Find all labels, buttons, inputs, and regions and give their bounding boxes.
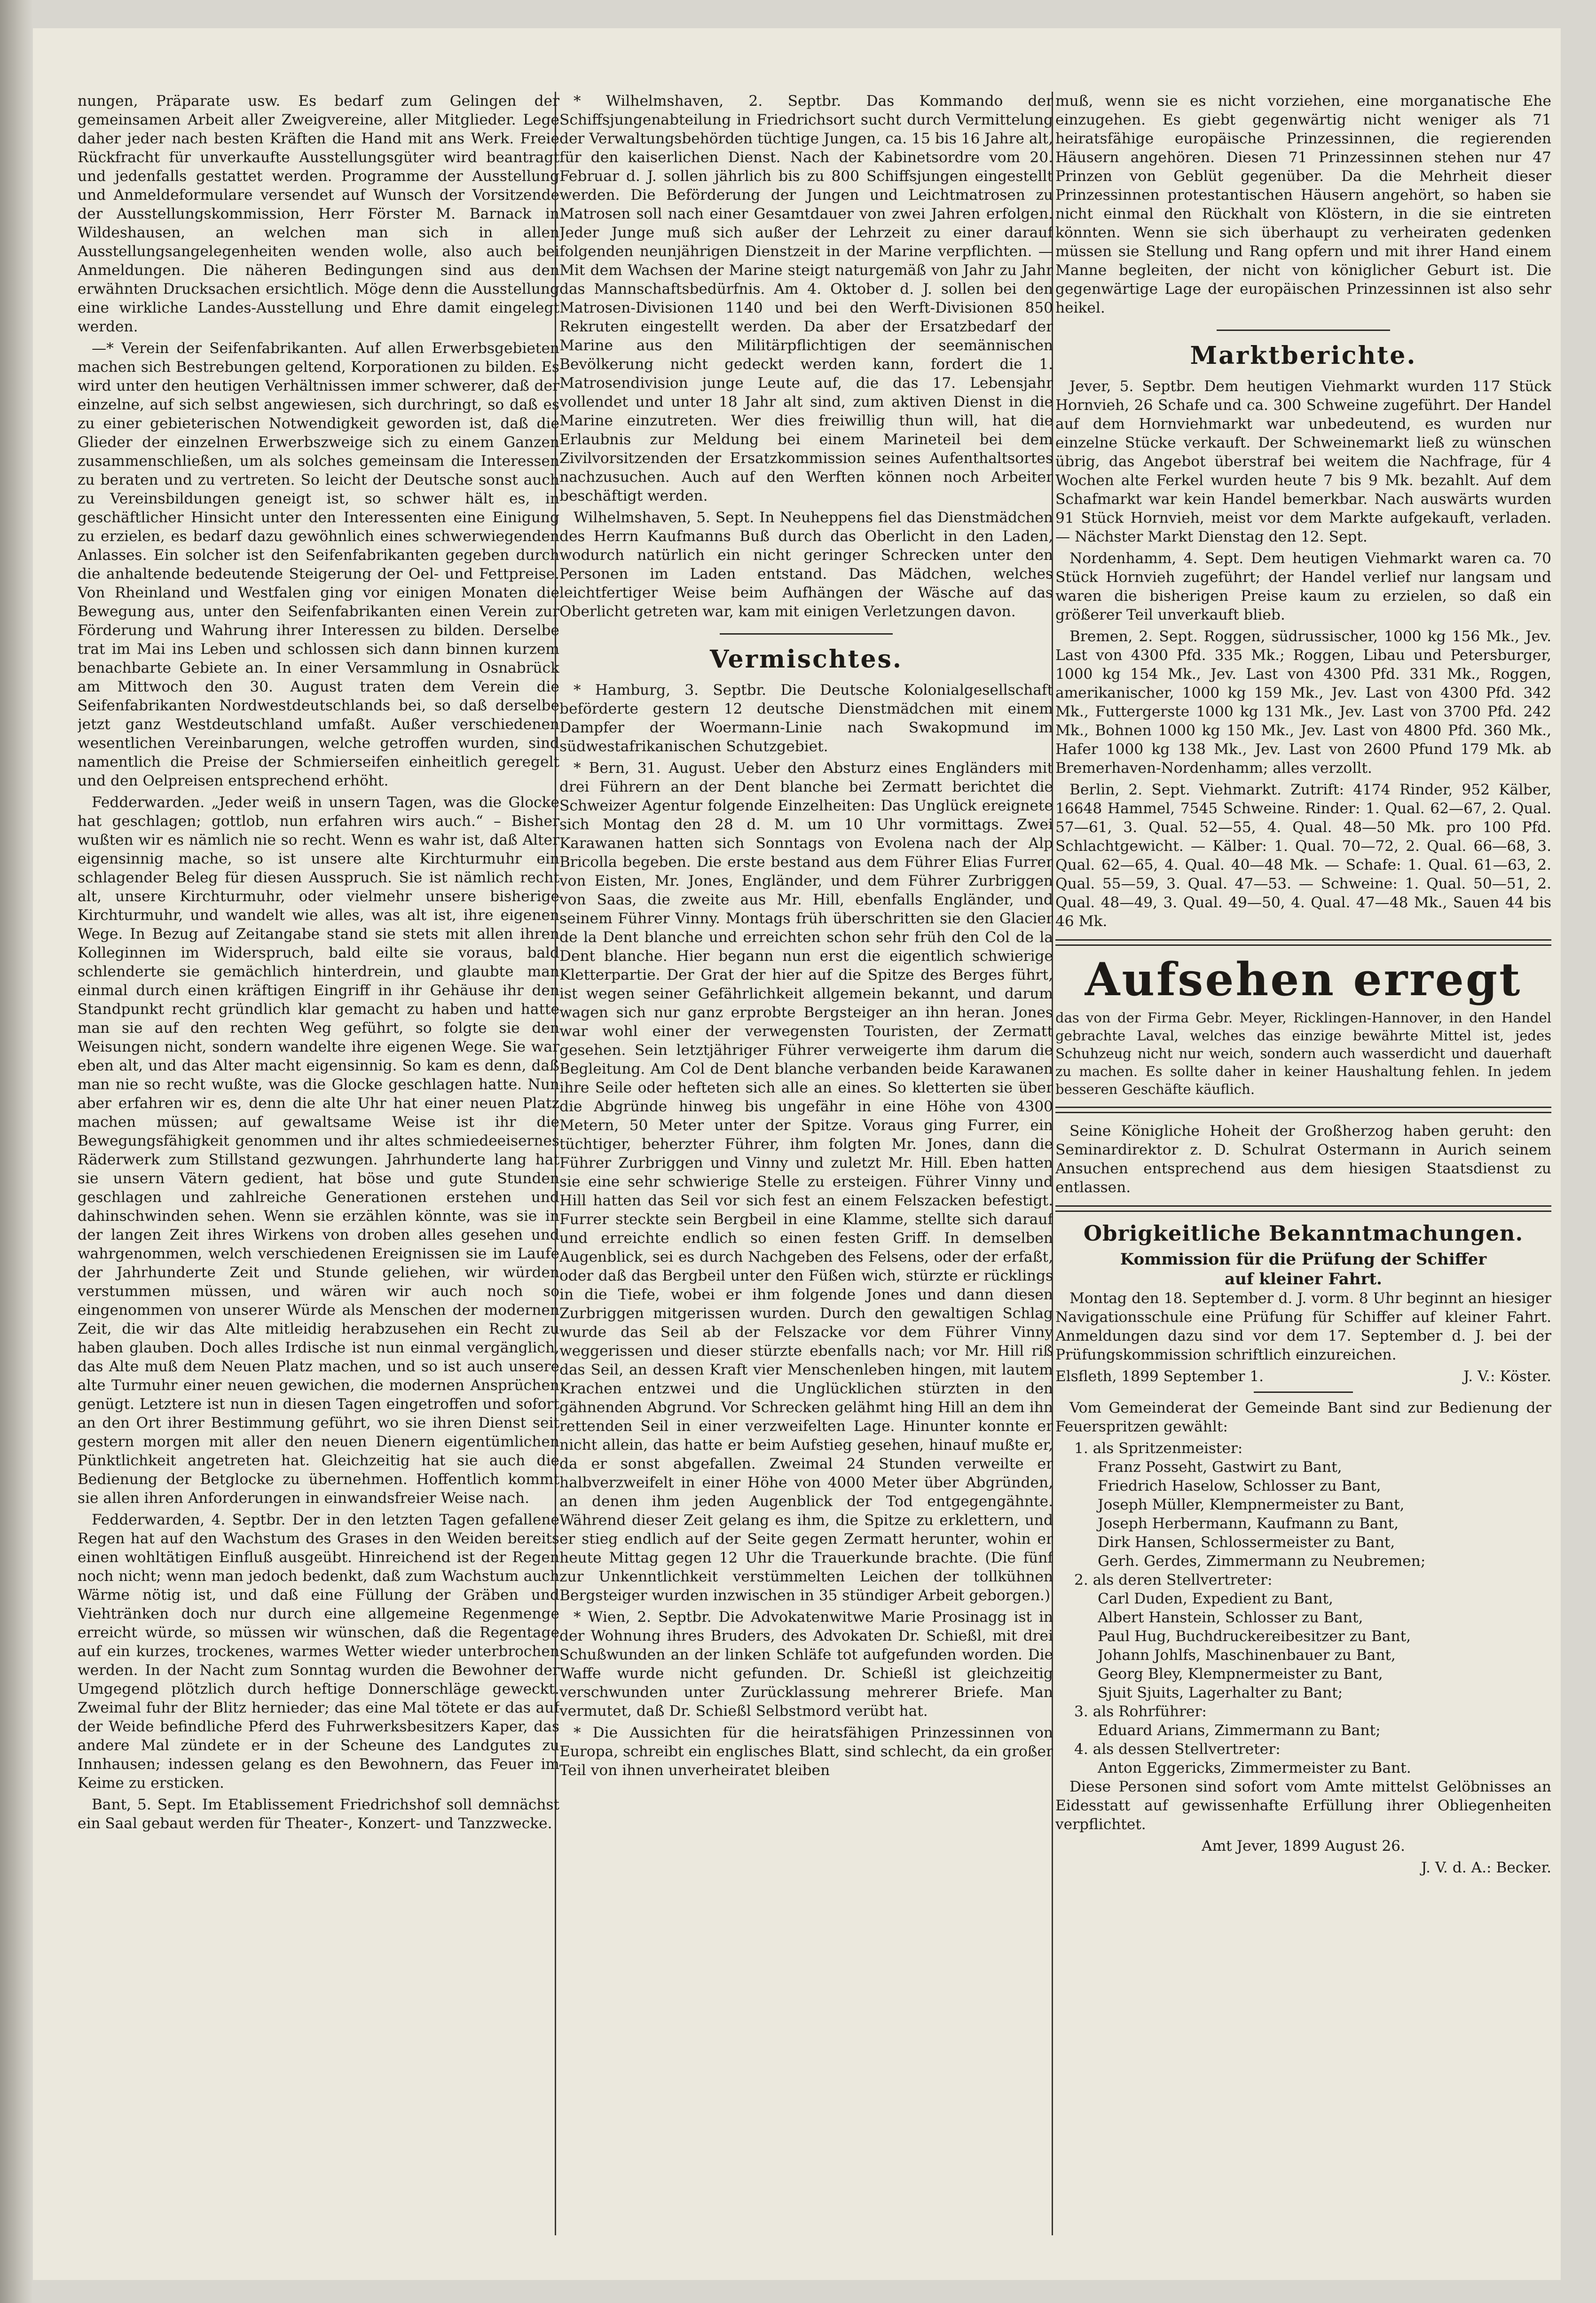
market-report-bremen: Bremen, 2. Sept. Roggen, südrussischer, 1000 kg 156 Mk., Jev. Last von 4300 Pfd. 335 Mk.; Roggen, Libau und Petersburger, 1000 kg 154 Mk., Jev. Last von 4300 Pfd. 331 Mk., Roggen, amerikanischer, 1000 kg 159 Mk., Jev. Last von 4300 Pfd. 342 Mk., Futtergerste 1000 kg 131 Mk., Jev. Last von 3700 Pfd. 242 Mk., Bohnen 1000 kg 150 Mk., Jev. Last von 4800 Pfd. 360 Mk., Hafer 1000 kg 138 Mk., Jev. Last von 2600 Pfund 179 Mk. ab Bremerhaven-Nordenhamm; alles verzollt. xyxy=(1055,628,1551,777)
princesses-item-continued: muß, wenn sie es nicht vorziehen, eine morganatische Ehe einzugehen. Es giebt gegenwärtig nicht weniger als 71 heiratsfähige europäische Prinzessinnen, die regierenden Häusern angehören. Diesen 71 Prinzessinnen stehen nur 47 Prinzen von Geblüt gegenüber. Da die Mehrheit dieser Prinzessinnen protestantischen Häusern angehört, so haben sie nicht einmal den Rückhalt von Klöstern, in die sie eintreten könnten. Wenn sie sich überhaupt zu verheiraten gedenken müssen sie Stellung und Rang opfern und mit ihrer Hand einem Manne begleiten, der nicht von königlicher Geburt ist. Die gegenwärtige Lage der europäischen Prinzessinnen ist also sehr heikel. xyxy=(1055,93,1551,316)
church-clock-article: Fedderwarden. „Jeder weiß in unsern Tagen, was die Glocke hat geschlagen; gottlob, nun erfahren wirs auch.“ – Bisher wußten wir es nämlich nie so recht. Wenn es wahr ist, daß Alter eigensinnig mache, so ist unsere alte Kirchturmuhr ein schlagender Beleg für diesen Ausspruch. Sie ist nämlich recht alt, unsere Kirchturmuhr, oder vielmehr unsere bisherige Kirchturmuhr, und wandelt wie alles, was alt ist, ihre eigenen Wege. In Bezug auf Zeitangabe stand sie stets mit allen ihren Kolleginnen im Widerspruch, bald eilte sie voraus, bald schlenderte sie gemächlich hinterdrein, und glaubte man einmal durch einen kräftigen Eingriff in ihr Gehäuse ihr den Standpunkt recht gründlich klar gemacht zu haben und hatte man sie auf den rechten Weg geführt, so folgte sie den Weisungen nicht, sondern wandelte ihre eigenen Wege. Sie war eben alt, und das Alter macht eigensinnig. So kam es denn, daß man nie so recht wußte, was die Glocke geschlagen hatte. Nun aber erfahren wir es, denn die alte Uhr hat einer neuen Platz machen müssen; auf gewaltsame Weise ist ihr die Bewegungsfähigkeit genommen und ihr altes schmiedeeisernes Räderwerk zum Stillstand gezwungen. Jahrhunderte lang hat sie unsern Vätern gedient, hat böse und gute Stunden geschlagen und zahlreiche Generationen erstehen und dahinschwinden sehen. Wenn sie erzählen könnte, was sie in der langen Zeit ihres Wirkens von droben alles gesehen und wahrgenommen, welch verschiedenen Ereignissen sie im Laufe der Jahrhunderte Zeit und Stunde geliehen, wir würden verstummen müssen, und wären wir auch noch so eingenommen von unserer Würde als Menschen der modernen Zeit, die wir das Alte mitleidig herabzusehen ein Recht zu haben glauben. Doch alles Irdische ist nun einmal vergänglich, das Alte muß dem Neuen Platz machen, und so ist auch unsere alte Turmuhr einer neuen gewichen, die modernen Ansprüchen genügt. Letztere ist nun in diesen Tagen eingetroffen und sofort an den Ort ihrer Bestimmung geführt, wo sie ihren Dienst seit gestern morgen mit aller den neuen Dienern eigentümlichen Pünktlichkeit angetreten hat. Gleichzeitig hat sie auch die Bedienung der Betglocke zu übernehmen. Hoffentlich kommt sie allen ihren Anforderungen in einwandsfreier Weise nach. xyxy=(78,794,559,1507)
commission-title-line1: Kommission für die Prüfung der Schiffer xyxy=(1120,1250,1487,1269)
column-1 xyxy=(78,92,559,2235)
exhibition-article-end: nungen, Präparate usw. Es bedarf zum Gelingen der gemeinsamen Arbeit aller Zweigvereine, aller Mitglieder. Lege daher jeder nach besten Kräften die Hand mit ans Werk. Freie Rückfracht für unverkaufte Ausstellungsgüter wird beantragt und jedenfalls gestattet werden. Programme der Ausstellung und Anmeldeformulare versendet auf Wunsch der Vorsitzende der Ausstellungskommission, Herr Förster M. Barnack in Wildeshausen, an welchen man sich in allen Ausstellungsangelegenheiten wenden wolle, also auch bei Anmeldungen. Die näheren Bedingungen sind aus den erwähnten Drucksachen ersichtlich. Möge denn die Ausstellung eine wirkliche Landes-Ausstellung und Ehre damit eingelegt werden. xyxy=(78,93,559,335)
rain-article: Fedderwarden, 4. Septbr. Der in den letzten Tagen gefallene Regen hat auf den Wachstum des Grases in den Weiden bereits einen wohltätigen Einfluß ausgeübt. Hinreichend ist der Regen noch nicht; wenn man jedoch bedenkt, daß zum Wachstum auch Wärme nötig ist, und daß eine Füllung der Gräben und Viehtränken doch nur durch eine allgemeine Regenmenge erreicht würde, so müssen wir wünschen, daß die Regentage auf ein kurzes, trockenes, warmes Wetter wieder unterbrochen werden. In der Nacht zum Sonntag wurden die Bewohner der Umgegend plötzlich durch heftige Donnerschläge geweckt. Zweimal fuhr der Blitz hernieder; das eine Mal tötete er das auf der Weide befindliche Pferd des Fuhrwerksbesitzers Kaper, das andere Mal zündete er in der Scheune des Landgutes zu Innhausen; indessen gelang es den Bewohnern, das Feuer im Keime zu ersticken. xyxy=(78,1511,559,1792)
official-notices-heading: Obrigkeitliche Bekanntmachungen. xyxy=(1083,1221,1524,1246)
bern-item: * Bern, 31. August. Ueber den Absturz eines Engländers mit drei Führern an der Dent blanche bei Zermatt berichtet die Schweizer Agentur folgende Einzelheiten: Das Unglück ereignete sich Montag den 28 d. M. um 10 Uhr vormittags. Zwei Karawanen hatten sich Sonntags von Evolena nach der Alp Bricolla begeben. Die erste bestand aus dem Führer Elias Furrer von Eisten, Mr. Jones, Engländer, und dem Führer Zurbriggen von Saas, die zweite aus Mr. Hill, ebenfalls Engländer, und seinem Führer Vinny. Montags früh überschritten sie den Glacier de la Dent blanche und erreichten schon sehr früh den Col de la Dent blanche. Hier begann nun erst die eigentlich schwierige Kletterpartie. Der Grat der hier auf die Spitze des Berges führt, ist wegen seiner Gefährlichkeit allgemein bekannt, und darum wagen sich nur ganz erprobte Bergsteiger an ihn heran. Jones war wohl einer der verwegensten Touristen, der Zermatt gesehen. Sein letztjähriger Führer verweigerte ihm darum die Begleitung. Am Col de Dent blanche verbanden beide Karawanen ihre Seile oder hefteten sich alle an eines. So kletterten sie über die Abgründe hinweg bis ungefähr in eine Höhe von 4300 Metern, 50 Meter unter der Spitze. Voraus ging Furrer, ein tüchtiger, beherzter Führer, ihm folgten Mr. Jones, dann die Führer Zurbriggen und Vinny und zuletzt Mr. Hill. Eben hatten sie eine sehr schwierige Stelle zu ersteigen. Führer Vinny und Hill hatten das Seil vor sich fest an einem Felszacken befestigt. Furrer steckte sein Bergbeil in eine Klamme, stellte sich darauf und erreichte endlich so einen festen Griff. In demselben Augenblick, sei es durch Nachgeben des Felsens, oder der erfaßt, oder daß das Bergbeil unter den Füßen wich, stürzte er rücklings in die Tiefe, wobei er ihm folgende Jones und dann diesen Zurbriggen mitgerissen wurden. Durch den gewaltigen Schlag wurde das Seil ab der Felszacke vor dem Führer Vinny weggerissen und dieser stürzte ebenfalls nach; vor Mr. Hill riß das Seil, an dessen Kraft vier Menschenleben hingen, mit lautem Krachen entzwei und die Unglücklichen stürzten in den gähnenden Abgrund. Vor Schrecken gelähmt hing Hill an dem ihn rettenden Seil in einer verzweifelten Lage. Hinunter konnte er nicht allein, das hatte er beim Aufstieg gesehen, hinauf mußte er, da er sonst abgefallen. Zweimal 24 Stunden verweilte er halbverzweifelt in einer Höhe von 4000 Meter über Abgründen, an denen ihm jeden Augenblick der Tod entgegengähnte. Während dieser Zeit gelang es ihm, die Spitze zu erklettern, und er stieg endlich auf der Seite gegen Zermatt herunter, wohin er heute Mittag gegen 12 Uhr die Trauerkunde brachte. (Die fünf zur Unkenntlichkeit verstümmelten Leichen der tollkühnen Bergsteiger wurden inzwischen in 35 stündiger Arbeit geborgen.) xyxy=(559,760,1053,1604)
list-item: 1. als Spritzenmeister: xyxy=(1074,1440,1243,1457)
advert-text: das von der Firma Gebr. Meyer, Ricklingen-Hannover, in den Handel gebrachte Laval, welches das einzige bewährte Mittel ist, jedes Schuhzeug nicht nur weich, sondern auch wasserdicht und dauerhaft zu machen. Es sollte daher in keiner Haushaltung fehlen. In jedem besseren Geschäfte käuflich. xyxy=(1055,1010,1551,1097)
list-item: Friedrich Haselow, Schlosser zu Bant, xyxy=(1098,1478,1381,1494)
market-report-berlin: Berlin, 2. Sept. Viehmarkt. Zutrift: 4174 Rinder, 952 Kälber, 16648 Hammel, 7545 Schweine. Rinder: 1. Qual. 62—67, 2. Qual. 57—61, 3. Qual. 52—55, 4. Qual. 48—50 Mk. pro 100 Pfd. Schlachtgewicht. — Kälber: 1. Qual. 70—72, 2. Qual. 66—68, 3. Qual. 62—65, 4. Qual. 40—48 Mk. — Schafe: 1. Qual. 61—63, 2. Qual. 55—59, 3. Qual. 47—53. — Schweine: 1. Qual. 50—51, 2. Qual. 48—49, 3. Qual. 49—50, 4. Qual. 47—48 Mk., Sauen 44 bis 46 Mk. xyxy=(1055,781,1551,930)
column-2 xyxy=(559,92,1053,2235)
list-item: Joseph Müller, Klempnermeister zu Bant, xyxy=(1098,1496,1405,1513)
list-item: Joseph Herbermann, Kaufmann zu Bant, xyxy=(1098,1515,1399,1532)
soap-makers-article: —* Verein der Seifenfabrikanten. Auf allen Erwerbsgebieten machen sich Bestrebungen geltend, Korporationen zu bilden. Es wird unter den heutigen Verhältnissen immer schwerer, daß der einzelne, auf sich selbst angewiesen, sich durchringt, so daß es zu einer gebieterischen Notwendigkeit geworden ist, daß die Glieder der einzelnen Erwerbszweige sich zu einem Ganzen zusammenschließen, um als solches gemeinsam die Interessen zu beraten und zu vertreten. So leicht der Deutsche sonst auch zu Vereinsbildungen geneigt ist, so schwer hält es, in geschäftlicher Hinsicht unter den Interessenten eine Einigung zu erzielen, es bedarf dazu gewöhnlich eines schwerwiegenden Anlasses. Ein solcher ist den Seifenfabrikanten gegeben durch die anhaltende bedeutende Steigerung der Oel- und Fettpreise. Von Rheinland und Westfalen ging vor einigen Monaten die Bewegung aus, unter den Seifenfabrikanten einen Verein zur Förderung und Wahrung ihrer Interessen zu bilden. Derselbe trat im Mai ins Leben und schlossen sich dann binnen kurzem benachbarte Gebiete an. In einer Versammlung in Osnabrück am Mittwoch den 30. August traten dem Verein die Seifenfabrikanten Nordwestdeutschlands bei, so daß derselbe jetzt ganz Westdeutschland umfaßt. Außer verschiedenen wesentlichen Vereinbarungen, welche getroffen wurden, sind namentlich die Preise der Schmierseifen einheitlich geregelt und den Oelpreisen entsprechend erhöht. xyxy=(78,340,559,789)
column-3 xyxy=(1055,92,1551,2235)
commission-title-line2: auf kleiner Fahrt. xyxy=(1225,1270,1382,1289)
list-item: Carl Duden, Expedient zu Bant, xyxy=(1098,1590,1333,1607)
fire-brigade-date: Amt Jever, 1899 August 26. xyxy=(1202,1838,1405,1855)
commission-signer: J. V.: Köster. xyxy=(1463,1368,1551,1385)
list-item: Gerh. Gerdes, Zimmermann zu Neubremen; xyxy=(1098,1553,1426,1570)
princesses-item: * Die Aussichten für die heiratsfähigen Prinzessinnen von Europa, schreibt ein englisches Blatt, sind schlecht, da ein großer Teil von ihnen unverheiratet bleiben xyxy=(559,1724,1053,1779)
list-item: Sjuit Sjuits, Lagerhalter zu Bant; xyxy=(1098,1684,1343,1701)
navy-recruits-article: * Wilhelmshaven, 2. Septbr. Das Kommando der Schiffsjungenabteilung in Friedrichsort sucht durch Vermittelung der Verwaltungsbehörden tüchtige Jungen, ca. 15 bis 16 Jahre alt, für den kaiserlichen Dienst. Nach der Kabinetsordre vom 20. Februar d. J. sollen jährlich bis zu 800 Schiffsjungen eingestellt werden. Die Beförderung der Jungen und Leichtmatrosen zu Matrosen soll nach einer Gesamtdauer von zwei Jahren erfolgen. Jeder Junge muß sich außer der Lehrzeit zu einer darauf folgenden neunjährigen Dienstzeit in der Marine verpflichten. — Mit dem Wachsen der Marine steigt naturgemäß von Jahr zu Jahr das Mannschaftsbedürfnis. Am 4. Oktober d. J. sollen bei den Matrosen-Divisionen 1140 und bei den Werft-Divisionen 850 Rekruten eingestellt werden. Da aber der Ersatzbedarf der Marine aus den Militärpflichtigen der seemännischen Bevölkerung nicht gedeckt werden kann, fordert die 1. Matrosendivision junge Leute auf, die das 17. Lebensjahr vollendet und unter 18 Jahr alt sind, zum aktiven Dienst in die Marine einzutreten. Wer dies freiwillig thun will, hat die Erlaubnis zur Meldung bei einem Marineteil bei dem Zivilvorsitzenden der Ersatzkommission seines Aufenthaltsortes nachzusuchen. Auch auf den Werften können noch Arbeiter beschäftigt werden. xyxy=(559,93,1053,504)
commission-place-date: Elsfleth, 1899 September 1. xyxy=(1055,1368,1264,1385)
marktberichte-title: Marktberichte. xyxy=(1190,341,1417,370)
page-edge-shadow xyxy=(0,0,33,2303)
list-item: Paul Hug, Buchdruckereibesitzer zu Bant, xyxy=(1098,1628,1411,1645)
list-item: Albert Hanstein, Schlosser zu Bant, xyxy=(1098,1609,1363,1626)
vermischtes-title: Vermischtes. xyxy=(709,645,903,674)
advert-border xyxy=(1055,1107,1551,1113)
bant-hall-article: Bant, 5. Sept. Im Etablissement Friedrichshof soll demnächst ein Saal gebaut werden für Theater-, Konzert- und Tanzzwecke. xyxy=(78,1796,559,1832)
section-divider xyxy=(720,633,893,635)
notice-divider xyxy=(1254,1391,1353,1393)
list-item: 3. als Rohrführer: xyxy=(1074,1703,1207,1720)
fire-brigade-intro: Vom Gemeinderat der Gemeinde Bant sind zur Bedienung der Feuerspritzen gewählt: xyxy=(1055,1399,1551,1435)
list-item: 4. als dessen Stellvertreter: xyxy=(1074,1741,1281,1758)
fire-brigade-signer: J. V. d. A.: Becker. xyxy=(1421,1859,1551,1876)
list-item: Eduard Arians, Zimmermann zu Bant; xyxy=(1098,1722,1381,1739)
royal-notice: Seine Königliche Hoheit der Großherzog haben geruht: den Seminardirektor z. D. Schulrat Ostermann in Aurich seinem Ansuchen entsprechend aus dem hiesigen Staatsdienst zu entlassen. xyxy=(1055,1123,1551,1196)
list-item: 2. als deren Stellvertreter: xyxy=(1074,1572,1273,1588)
market-report-nordenhamm: Nordenhamm, 4. Sept. Dem heutigen Viehmarkt waren ca. 70 Stück Hornvieh zugeführt; der Handel verlief nur langsam und waren die bisherigen Preise kaum zu erzielen, so daß ein größerer Teil unverkauft blieb. xyxy=(1055,550,1551,623)
fire-brigade-list xyxy=(1055,1439,1551,1777)
wien-item: * Wien, 2. Septbr. Die Advokatenwitwe Marie Prosinagg ist in der Wohnung ihres Bruders, des Advokaten Dr. Schießl, mit drei Schußwunden an der linken Schläfe tot aufgefunden worden. Die Waffe wurde nicht gefunden. Dr. Schießl ist gleichzeitig verschwunden unter Zurücklassung mehrerer Briefe. Man vermutet, daß Dr. Schießl Selbstmord verübt hat. xyxy=(559,1609,1053,1720)
hamburg-item: * Hamburg, 3. Septbr. Die Deutsche Kolonialgesellschaft beförderte gestern 12 deutsche Dienstmädchen mit einem Dampfer der Woermann-Linie nach Swakopmund im südwestafrikanischen Schutzgebiet. xyxy=(559,682,1053,755)
list-item: Dirk Hansen, Schlossermeister zu Bant, xyxy=(1098,1534,1395,1551)
list-item: Georg Bley, Klempnermeister zu Bant, xyxy=(1098,1666,1383,1682)
fire-brigade-closing: Diese Personen sind sofort vom Amte mittelst Gelöbnisses an Eidesstatt auf gewissenhafte Erfüllung ihrer Obliegenheiten verpflichtet. xyxy=(1055,1778,1551,1833)
notice-border xyxy=(1055,1205,1551,1212)
newspaper-page xyxy=(33,28,1561,2280)
list-item: Johann Johlfs, Maschinenbauer zu Bant, xyxy=(1098,1647,1396,1664)
skylight-accident-article: Wilhelmshaven, 5. Sept. In Neuheppens fiel das Dienstmädchen des Herrn Kaufmanns Buß durch das Oberlicht in den Laden, wodurch natürlich ein nicht geringer Schrecken unter den Personen im Laden entstand. Das Mädchen, welches leichtfertiger Weise beim Aufhängen der Wäsche auf das Oberlicht getreten war, kam mit einigen Verletzungen davon. xyxy=(559,509,1053,620)
advert-headline: Aufsehen erregt xyxy=(1085,953,1522,1006)
commission-text: Montag den 18. September d. J. vorm. 8 Uhr beginnt an hiesiger Navigationsschule eine Prüfung für Schiffer auf kleiner Fahrt. Anmeldungen dazu sind vor dem 17. September d. J. bei der Prüfungskommission schriftlich einzureichen. xyxy=(1055,1290,1551,1363)
commission-signature xyxy=(1055,1367,1551,1386)
advert-border xyxy=(1055,939,1551,946)
section-divider xyxy=(1217,330,1390,331)
market-report-jever: Jever, 5. Septbr. Dem heutigen Viehmarkt wurden 117 Stück Hornvieh, 26 Schafe und ca. 300 Schweine zugeführt. Der Handel auf dem Hornviehmarkt war unbedeutend, es wurden nur einzelne Stücke verkauft. Der Schweinemarkt ließ zu wünschen übrig, das Angebot überstraf bei weitem die Nachfrage, für 4 Wochen alte Ferkel wurden heute 7 bis 9 Mk. bezahlt. Auf dem Schafmarkt war kein Handel bemerkbar. Nach auswärts wurden 91 Stück Hornvieh, meist vor dem Markte aufgekauft, verladen. — Nächster Markt Dienstag den 12. Sept. xyxy=(1055,378,1551,545)
list-item: Franz Posseht, Gastwirt zu Bant, xyxy=(1098,1459,1342,1476)
list-item: Anton Eggericks, Zimmermeister zu Bant. xyxy=(1098,1760,1411,1776)
